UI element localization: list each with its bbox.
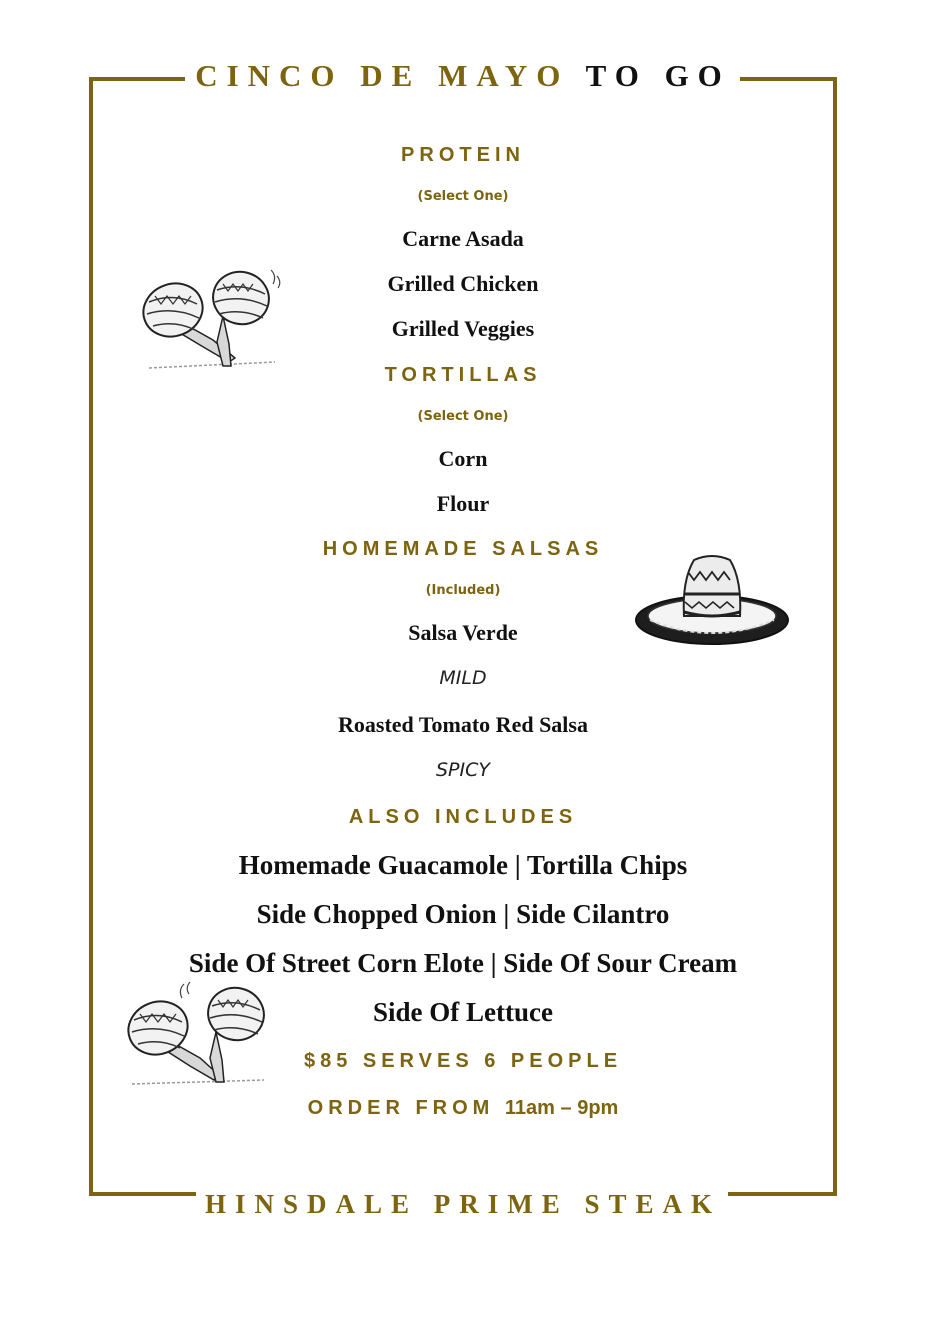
tortillas-item: Flour xyxy=(436,491,490,516)
salsa-name: Roasted Tomato Red Salsa xyxy=(338,712,588,737)
salsas-note: (Included) xyxy=(425,583,501,598)
protein-item: Carne Asada xyxy=(402,226,524,251)
includes-item: Side Of Street Corn Elote | Side Of Sour Cream xyxy=(188,948,738,978)
restaurant-name: HINSDALE PRIME STEAK xyxy=(204,1189,722,1219)
menu-title xyxy=(0,58,926,94)
protein-item: Grilled Veggies xyxy=(391,316,535,341)
maracas-illustration xyxy=(124,978,274,1090)
protein-heading: PROTEIN xyxy=(401,144,525,166)
tortillas-item: Corn xyxy=(438,446,488,471)
protein-item: Grilled Chicken xyxy=(387,271,539,296)
tortillas-heading: TORTILLAS xyxy=(384,364,542,386)
order-hours-line xyxy=(0,1097,926,1120)
order-hours: 11am – 9pm xyxy=(504,1097,619,1119)
menu-title-suffix: TO GO xyxy=(585,58,731,93)
maracas-illustration xyxy=(135,262,285,374)
order-label: ORDER FROM xyxy=(307,1097,495,1119)
salsa-heat-level: SPICY xyxy=(436,759,490,781)
salsa-name: Salsa Verde xyxy=(408,620,518,645)
salsas-heading: HOMEMADE SALSAS xyxy=(322,538,604,560)
includes-item: Side Chopped Onion | Side Cilantro xyxy=(256,899,670,929)
includes-item: Side Of Lettuce xyxy=(373,997,553,1027)
price-line: $85 SERVES 6 PEOPLE xyxy=(303,1050,623,1072)
salsa-heat-level: MILD xyxy=(439,667,487,689)
menu-title-main: CINCO DE MAYO xyxy=(195,58,570,93)
includes-item: Homemade Guacamole | Tortilla Chips xyxy=(238,850,688,880)
includes-heading: ALSO INCLUDES xyxy=(348,806,578,828)
tortillas-note: (Select One) xyxy=(417,409,509,424)
protein-note: (Select One) xyxy=(417,189,509,204)
sombrero-illustration xyxy=(632,550,792,650)
